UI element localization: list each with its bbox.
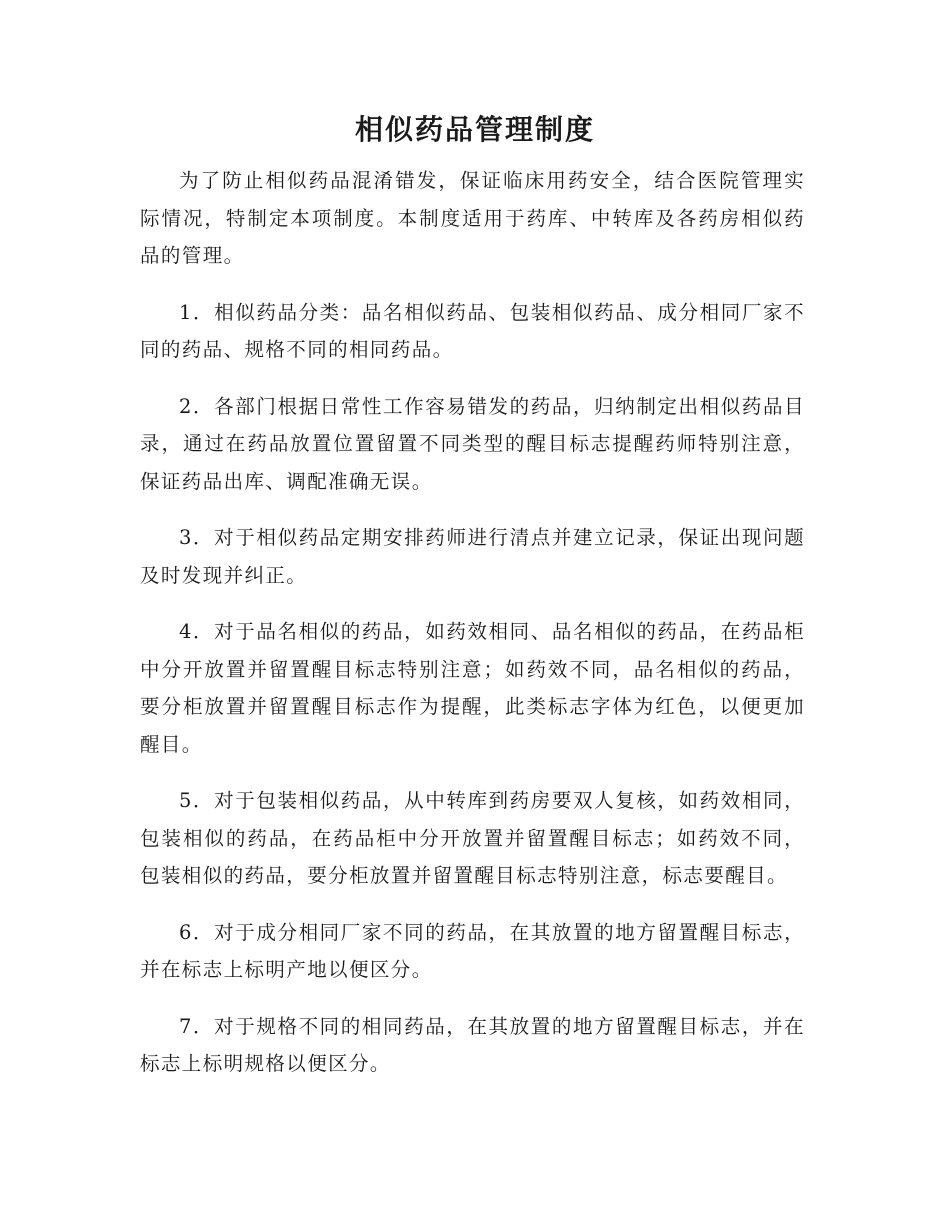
rule-item-5: 5．对于包装相似药品，从中转库到药房要双人复核，如药效相同，包装相似的药品，在药品柜中分开放置并留置醒目标志；如药效不同，包装相似的药品，要分柜放置并留置醒目标志特别注意，标志要醒目。 — [140, 789, 805, 887]
intro-paragraph: 为了防止相似药品混淆错发，保证临床用药安全，结合医院管理实际情况，特制定本项制度。本制度适用于药库、中转库及各药房相似药品的管理。 — [140, 169, 805, 267]
rule-item-2: 2．各部门根据日常性工作容易错发的药品，归纳制定出相似药品目录，通过在药品放置位置留置不同类型的醒目标志提醒药师特别注意，保证药品出库、调配准确无误。 — [140, 394, 805, 493]
rule-item-3: 3．对于相似药品定期安排药师进行清点并建立记录，保证出现问题及时发现并纠正。 — [140, 526, 805, 587]
rule-item-1: 1．相似药品分类：品名相似药品、包装相似药品、成分相同厂家不同的药品、规格不同的相同药品。 — [140, 300, 805, 361]
document-title: 相似药品管理制度 — [354, 113, 595, 146]
rule-item-7: 7．对于规格不同的相同药品，在其放置的地方留置醒目标志，并在标志上标明规格以便区分。 — [140, 1014, 805, 1075]
document-body — [140, 162, 805, 1102]
rule-item-4: 4．对于品名相似的药品，如药效相同、品名相似的药品，在药品柜中分开放置并留置醒目标志特别注意；如药效不同，品名相似的药品，要分柜放置并留置醒目标志作为提醒，此类标志字体为红色，以便更加醒目。 — [140, 620, 805, 756]
rule-item-6: 6．对于成分相同厂家不同的药品，在其放置的地方留置醒目标志，并在标志上标明产地以便区分。 — [140, 920, 805, 981]
